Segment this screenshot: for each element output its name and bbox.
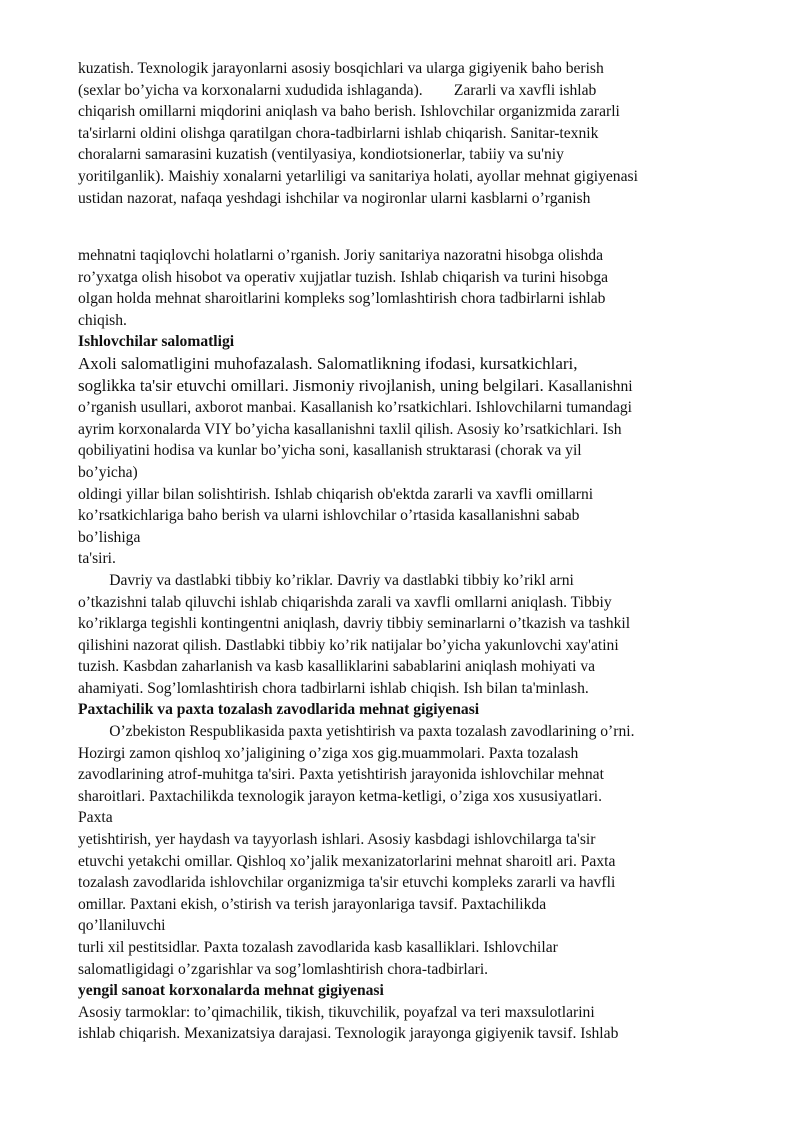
- paragraph-control-tasks: [78, 58, 778, 209]
- text-line: o’rganish usullari, axborot manbai. Kasallanish ko’rsatkichlari. Ishlovchilarni tumandagi: [78, 399, 633, 417]
- text-line: Asosiy tarmoklar: to’qimachilik, tikish, tikuvchilik, poyafzal va teri maxsulotlarini: [78, 1003, 595, 1021]
- text-line: mehnatni taqiqlovchi holatlarni o’rganish. Joriy sanitariya nazoratni hisobga olishda: [78, 247, 604, 264]
- text-span: Kasallanishni: [543, 377, 633, 395]
- text-line: turli xil pestitsidlar. Paxta tozalash zavodlarida kasb kasalliklari. Ishlovchilar: [78, 939, 558, 956]
- text-line: bo’lishiga: [78, 528, 141, 546]
- text-line: oldingi yillar bilan solishtirish. Ishlab chiqarish ob'ektda zararli va xavfli omillarni: [78, 485, 594, 503]
- text-line: tozalash zavodlarida ishlovchilar organizmiga ta'sir etuvchi kompleks zararli va havfli: [78, 874, 616, 892]
- section-heading-cotton-hygiene: Paxtachilik va paxta tozalash zavodlarida mehnat gigiyenasi: [78, 701, 480, 719]
- text-line: qobiliyatini hodisa va kunlar bo’yicha soni, kasallanish struktarasi (chorak va yil: [78, 442, 582, 460]
- text-line: o’tkazishni talab qiluvchi ishlab chiqarishda zarali va xavfli omllarni aniqlash. Tibbiy: [78, 593, 612, 611]
- text-line: choralarni samarasini kuzatish (ventilyasiya, kondiotsionerlar, tabiiy va su'niy: [78, 146, 564, 164]
- text-line: ayrim korxonalarda VIY bo’yicha kasallanishni taxlil qilish. Asosiy ko’rsatkichlari. Ish: [78, 420, 622, 438]
- text-line: qo’llaniluvchi: [78, 917, 166, 935]
- text-line: salomatligidagi o’zgarishlar va sog’lomlashtirish chora-tadbirlari.: [78, 960, 489, 978]
- text-line: chiqish.: [78, 311, 127, 329]
- text-line: O’zbekiston Respublikasida paxta yetishtirish va paxta tozalash zavodlarining o’rni.: [78, 723, 635, 741]
- text-line: ko’rsatkichlariga baho berish va ularni ishlovchilar o’rtasida kasallanishni sabab: [78, 507, 580, 525]
- text-line: etuvchi yetakchi omillar. Qishloq xo’jalik mexanizatorlarini mehnat sharoitl ari. Paxta: [78, 852, 616, 870]
- text-span: soglikka ta'sir etuvchi omillari. Jismoniy rivojlanish, uning belgilari.: [78, 375, 544, 395]
- text-line: chiqarish omillarni miqdorini aniqlash va baho berish. Ishlovchilar organizmida zararli: [78, 103, 620, 121]
- text-line: Axoli salomatligini muhofazalash. Salomatlikning ifodasi, kursatkichlari,: [78, 353, 578, 373]
- text-line: omillar. Paxtani ekish, o’stirish va terish jarayonlariga tavsif. Paxtachilikda: [78, 895, 547, 913]
- text-line: olgan holda mehnat sharoitlarini kompleks sog’lomlashtirish chora tadbirlarni ishlab: [78, 290, 606, 308]
- text-line: bo’yicha): [78, 463, 138, 481]
- paragraph-sanitary-control: [78, 245, 778, 1045]
- text-line: zavodlarining atrof-muhitga ta'siri. Paxta yetishtirish jarayonida ishlovchilar mehnat: [78, 766, 604, 784]
- text-line: yetishtirish, yer haydash va tayyorlash ishlari. Asosiy kasbdagi ishlovchilarga ta'sir: [78, 831, 596, 849]
- text-line: [78, 375, 778, 398]
- text-line: Davriy va dastlabki tibbiy ko’riklar. Davriy va dastlabki tibbiy ko’rikl arni: [78, 571, 574, 589]
- text-line: yoritilganlik). Maishiy xonalarni yetarliligi va sanitariya holati, ayollar mehnat gigiyenasi: [78, 167, 638, 185]
- text-line: sharoitlari. Paxtachilikda texnologik jarayon ketma-ketligi, o’ziga xos xususiyatlari.: [78, 787, 602, 805]
- text-line: ustidan nazorat, nafaqa yeshdagi ishchilar va nogironlar ularni kasblarni o’rganish: [78, 189, 591, 207]
- text-line: Paxta: [78, 809, 113, 827]
- section-heading-light-industry: yengil sanoat korxonalarda mehnat gigiyenasi: [78, 982, 384, 1000]
- text-line: Hozirgi zamon qishloq xo’jaligining o’ziga xos gig.muammolari. Paxta tozalash: [78, 744, 579, 762]
- text-line: ishlab chiqarish. Mexanizatsiya darajasi. Texnologik jarayonga gigiyenik tavsif. Ishlab: [78, 1025, 619, 1043]
- text-line: ta'siri.: [78, 550, 116, 568]
- text-line: (sexlar bo’yicha va korxonalarni xududida ishlaganda). Zararli va xavfli ishlab: [78, 81, 597, 99]
- text-line: ko’riklarga tegishli kontingentni aniqlash, davriy tibbiy seminarlarni o’tkazish va tashkil: [78, 615, 631, 633]
- text-line: qilishini nazorat qilish. Dastlabki tibbiy ko’rik natijalar bo’yicha yakunlovchi xay'atini: [78, 636, 619, 654]
- text-line: ahamiyati. Sog’lomlashtirish chora tadbirlarni ishlab chiqish. Ish bilan ta'minlash.: [78, 679, 589, 697]
- text-line: tuzish. Kasbdan zaharlanish va kasb kasalliklarini sabablarini aniqlash mohiyati va: [78, 658, 596, 676]
- text-line: ro’yxatga olish hisobot va operativ xujjatlar tuzish. Ishlab chiqarish va turini hisobga: [78, 268, 609, 286]
- text-line: ta'sirlarni oldini olishga qaratilgan chora-tadbirlarni ishlab chiqarish. Sanitar-texnik: [78, 124, 599, 142]
- section-heading-workers-health: Ishlovchilar salomatligi: [78, 333, 235, 351]
- text-line: kuzatish. Texnologik jarayonlarni asosiy bosqichlari va ularga gigiyenik baho berish: [78, 60, 604, 77]
